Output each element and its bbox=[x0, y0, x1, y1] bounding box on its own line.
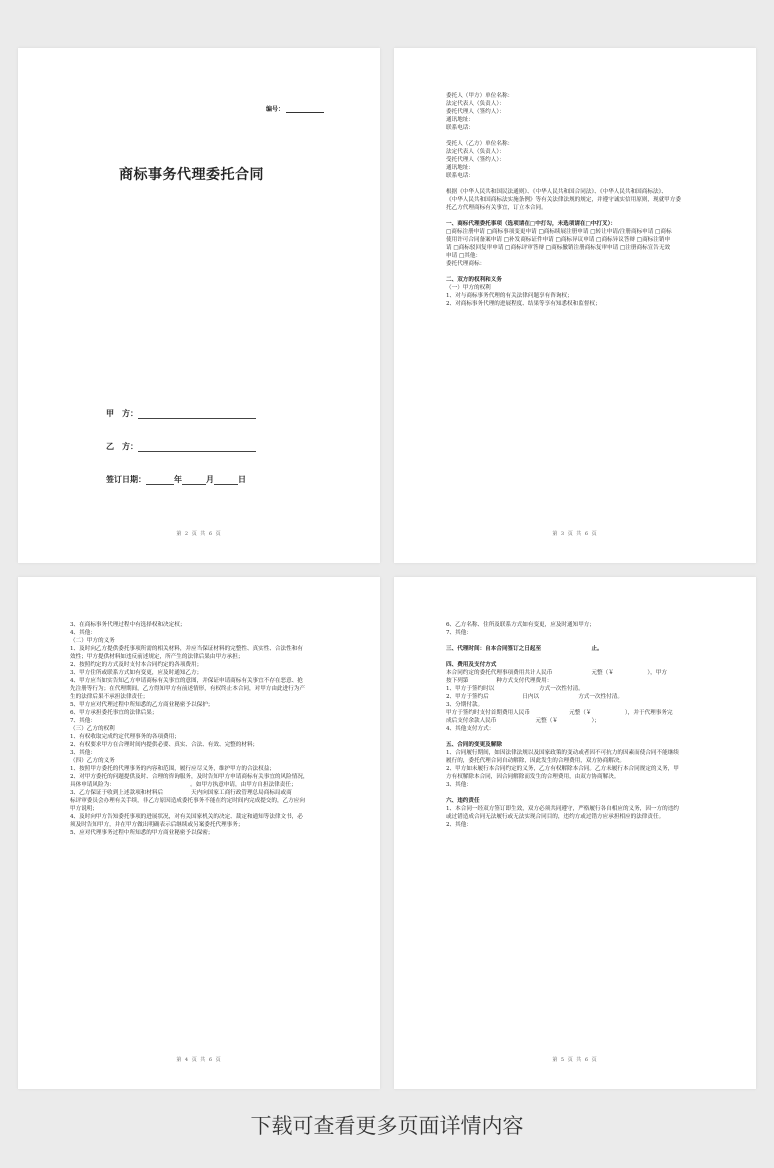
text-line: 方有权解除本合同，因合同解除而发生的合理费用，由双方协商解决。 bbox=[446, 774, 620, 780]
text-line: 3、乙方保证于收到上述款项和材料后 天内向国家工商行政管理总局商标局或商 bbox=[70, 790, 292, 796]
text-line: 2、对甲方委托的问题提供及时、合理的咨询服务，及时告知甲方申请商标有关事宜的风险情况， bbox=[70, 774, 309, 780]
document-page-4 bbox=[18, 577, 380, 1089]
text-line: 2、甲方于签约后 日内以 方式一次性付清。 bbox=[446, 694, 623, 700]
line-gap bbox=[446, 268, 712, 276]
text-line: 3、分期付款。 bbox=[446, 702, 484, 708]
sign-date-field bbox=[106, 474, 246, 485]
month-label: 月 bbox=[206, 475, 214, 484]
text-line: 2、按照约定的方式及时支付本合同约定的各项费用； bbox=[70, 662, 203, 668]
text-line: 申请 □其他： bbox=[446, 253, 482, 259]
text-line: 1、甲方于签约时以 方式一次性付清。 bbox=[446, 686, 584, 692]
text-line: 六、违约责任 bbox=[446, 798, 480, 804]
line-gap bbox=[446, 789, 712, 797]
party-a-label: 甲 方： bbox=[106, 409, 138, 418]
page-number: 第 2 页 共 6 页 bbox=[176, 531, 222, 537]
text-line: 二、双方的权利和义务 bbox=[446, 277, 502, 283]
text-line: 生的法律后果不承担法律责任； bbox=[70, 694, 149, 700]
party-b-label: 乙 方： bbox=[106, 442, 138, 451]
text-line: 《中华人民共和国商标法实施条例》等有关法律法规的规定，并遵守诚实信用原则，现就甲方委 bbox=[446, 197, 681, 203]
text-line: 甲方于签约时支付首期费用人民币 元整（￥ ），并于代理事务完 bbox=[446, 710, 673, 716]
text-line: 4、其他支付方式： bbox=[446, 726, 495, 732]
month-blank bbox=[182, 475, 206, 485]
text-line: 一、商标代理委托事项（选项请在□中打勾，未选项请在□中打叉）： bbox=[446, 221, 616, 227]
text-line: 受托人（乙方）单位名称： bbox=[446, 141, 514, 147]
year-blank bbox=[146, 475, 174, 485]
text-line: 6、甲方承担委托事宜的法律后果； bbox=[70, 710, 158, 716]
text-line: 本合同约定的委托代理事项费用共计人民币 元整（￥ ），甲方 bbox=[446, 670, 667, 676]
text-line: 2、对商标事务代理的进展程度、结果等享有知悉权和监督权； bbox=[446, 301, 601, 307]
text-line: 标评审委员会办理有关手续，非乙方原因造成委托事务不能在约定时间内完成提交的，乙方应向 bbox=[70, 798, 305, 804]
text-line: 1、有权收取完成约定代理事务的各项费用； bbox=[70, 734, 180, 740]
text-line: 3、其他： bbox=[70, 750, 96, 756]
text-line: 受托代理人（签约人）： bbox=[446, 157, 505, 163]
text-line: □商标注册申请 □商标事项变更申请 □商标续展注册申请 □转让申请/注册商标申请 □商标 bbox=[446, 229, 672, 235]
contract-number-label: 编号： bbox=[266, 106, 285, 113]
day-label: 日 bbox=[238, 475, 246, 484]
text-line: 四、费用及支付方式 bbox=[446, 662, 497, 668]
text-line: 法定代表人（负责人）： bbox=[446, 101, 505, 107]
document-title: 商标事务代理委托合同 bbox=[119, 167, 264, 183]
text-line: 法定代表人（负责人）： bbox=[446, 149, 505, 155]
contract-number-blank bbox=[286, 106, 324, 113]
day-blank bbox=[214, 475, 238, 485]
party-a-field bbox=[106, 408, 256, 419]
text-line: 具体申请风险为： 。如甲方执意申请，由甲方自担法律责任； bbox=[70, 782, 297, 788]
text-line: （一）甲方的权利 bbox=[446, 285, 491, 291]
text-line: 委托代理人（签约人）： bbox=[446, 109, 505, 115]
text-line: 4、甲方应当如实告知乙方申请商标有关事宜的意图，并保证申请商标有关事宜不存在恶意、抢 bbox=[70, 678, 303, 684]
text-line: 履行的，委托代理合同自动解除，因此发生的合理费用，双方协商解决。 bbox=[446, 758, 626, 764]
text-line: 三、代理时间：自本合同签订之日起至 止。 bbox=[446, 646, 603, 652]
party-a-blank bbox=[138, 409, 256, 419]
page-3-body bbox=[446, 92, 712, 308]
text-line: 通讯地址： bbox=[446, 165, 474, 171]
text-line: 5、甲方应对代理过程中所知悉的乙方商业秘密予以保护； bbox=[70, 702, 214, 708]
text-line: 1、对与商标事务代理的有关法律问题享有咨询权； bbox=[446, 293, 573, 299]
text-line: 7、其他： bbox=[70, 718, 96, 724]
text-line: 1、合同履行期间，如因法律法规以及国家政策的变动或者因不可抗力的因素而使合同不能继续 bbox=[446, 750, 679, 756]
text-line: 甲方说明； bbox=[70, 806, 98, 812]
page-number: 第 4 页 共 6 页 bbox=[176, 1057, 222, 1063]
line-gap bbox=[446, 653, 712, 661]
text-line: 委托代理商标： bbox=[446, 261, 486, 267]
text-line: 6、乙方名称、住所及联系方式如有变更，应及时通知甲方； bbox=[446, 622, 595, 628]
text-line: 3、甲方住所或联系方式如有变更，应及时通知乙方； bbox=[70, 670, 203, 676]
page-5-body bbox=[446, 621, 712, 829]
page-number: 第 3 页 共 6 页 bbox=[552, 531, 598, 537]
text-line: 效性；甲方提供材料如违反前述规定，所产生的法律后果由甲方承担； bbox=[70, 654, 244, 660]
text-line: 7、其他： bbox=[446, 630, 472, 636]
line-gap bbox=[446, 637, 712, 645]
text-line: 联系电话： bbox=[446, 125, 474, 131]
text-line: 使用许可合同备案申请 □补发商标证件申请 □商标异议申请 □商标异议答辩 □商标注销申 bbox=[446, 237, 671, 243]
text-line: 须及时告知甲方，并在甲方做出明确表示后继续或另案委托代理事务； bbox=[70, 822, 244, 828]
text-line: （三）乙方的权利 bbox=[70, 726, 115, 732]
line-gap bbox=[446, 180, 712, 188]
text-line: 根据《中华人民共和国民法通则》、《中华人民共和国合同法》、《中华人民共和国商标法》、 bbox=[446, 189, 667, 195]
text-line: 2、甲方如未履行本合同约定的义务，乙方有权解除本合同。乙方未履行本合同规定的义务，甲 bbox=[446, 766, 679, 772]
document-page-3 bbox=[394, 48, 756, 563]
text-line: 4、及时向甲方告知委托事项的进展状况，对有关国家机关的决定、裁定和通知等法律文书，必 bbox=[70, 814, 303, 820]
text-line: 1、及时向乙方提供委托事项所需的相关材料，并应当保证材料的完整性、真实性、合法性和有 bbox=[70, 646, 303, 652]
text-line: 或过错造成合同无法履行或无法实现合同目的，违约方或过错方应承担相应的法律责任。 bbox=[446, 814, 665, 820]
text-line: 1、按照甲方委托的代理事务的内容和范围，履行应尽义务，维护甲方的合法权益； bbox=[70, 766, 275, 772]
text-line: 托乙方代理商标有关事宜，订立本合同。 bbox=[446, 205, 547, 211]
line-gap bbox=[446, 212, 712, 220]
text-line: 联系电话： bbox=[446, 173, 474, 179]
page-4-body bbox=[70, 621, 336, 837]
text-line: 3、其他： bbox=[446, 782, 472, 788]
text-line: （四）乙方的义务 bbox=[70, 758, 115, 764]
text-line: 5、应对代理事务过程中所知悉的甲方商业秘密予以保密； bbox=[70, 830, 214, 836]
text-line: 五、合同的变更及解除 bbox=[446, 742, 502, 748]
line-gap bbox=[446, 733, 712, 741]
text-line: 1、本合同一经双方签订即生效，双方必须共同遵守，严格履行各自相应的义务，因一方的违约 bbox=[446, 806, 679, 812]
sign-date-label: 签订日期： bbox=[106, 475, 146, 484]
text-line: 3、在商标事务代理过程中有选择权和决定权； bbox=[70, 622, 186, 628]
text-line: 2、其他： bbox=[446, 822, 472, 828]
contract-number-field bbox=[266, 104, 324, 113]
text-line: 4、其他： bbox=[70, 630, 96, 636]
text-line: 成后支付余款人民币 元整（￥ ）； bbox=[446, 718, 600, 724]
year-label: 年 bbox=[174, 475, 182, 484]
text-line: 委托人（甲方）单位名称： bbox=[446, 93, 514, 99]
party-b-field bbox=[106, 441, 256, 452]
document-page-5 bbox=[394, 577, 756, 1089]
download-more-caption: 下载可查看更多页面详情内容 bbox=[250, 1114, 524, 1138]
document-page-cover bbox=[18, 48, 380, 563]
text-line: 按下列第 种方式支付代理费用： bbox=[446, 678, 553, 684]
text-line: （二）甲方的义务 bbox=[70, 638, 115, 644]
text-line: 先注册等行为；在代理期间，乙方得知甲方有前述情形，有权终止本合同，对甲方由此进行为产 bbox=[70, 686, 305, 692]
line-gap bbox=[446, 132, 712, 140]
text-line: 2、有权要求甲方在合理时间内提供必要、真实、合法、有效、完整的材料； bbox=[70, 742, 259, 748]
party-b-blank bbox=[138, 442, 256, 452]
text-line: 通讯地址： bbox=[446, 117, 474, 123]
text-line: 请 □商标驳回复审申请 □商标评审答辩 □商标撤销注册商标复审申请 □注册商标宣告无效 bbox=[446, 245, 671, 251]
page-number: 第 5 页 共 6 页 bbox=[552, 1057, 598, 1063]
